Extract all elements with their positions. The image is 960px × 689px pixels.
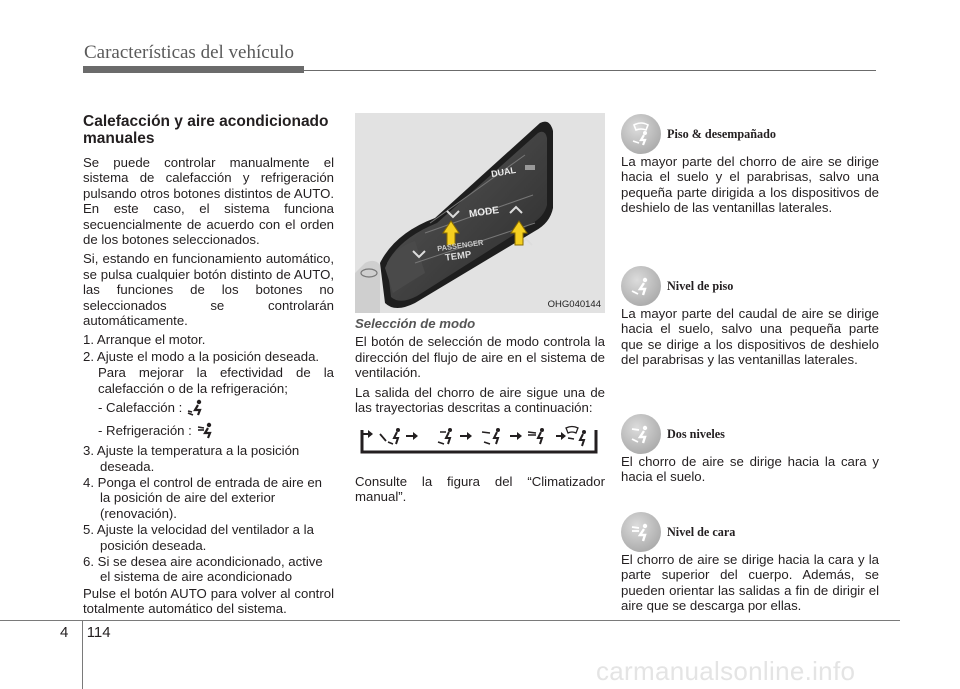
face-level-icon: [621, 512, 661, 552]
mode-sequence-diagram: [360, 424, 598, 456]
page-number: [60, 624, 111, 641]
mode-selection-heading: Selección de modo: [355, 316, 476, 331]
heating-line: [83, 397, 334, 419]
floor-defrost-icon: [380, 428, 400, 444]
column-left: [83, 113, 334, 621]
mode-paragraph-3: Consulte la figura del “Climatizador manual”.: [355, 474, 605, 505]
paragraph-intro: Se puede controlar manualmente el sistema de calefacción y refrigeración pulsando otros botones distintos de AUTO. En este caso, el sistema funciona secuencialmente de acuerdo con el orden de los botones seleccionados.: [83, 155, 334, 248]
cooling-line: [83, 420, 334, 442]
paragraph-auto: Si, estando en funcionamiento automático, se pulsa cualquier botón distinto de AUTO, las funciones de los botones no seleccionados se controlarán automáticamente.: [83, 251, 334, 329]
paragraph-auto-return: Pulse el botón AUTO para volver al control totalmente automático del sistema.: [83, 585, 334, 617]
watermark: carmanualsonline.info: [596, 656, 856, 686]
column-middle-bottom: [355, 474, 605, 509]
floor-level-icon: [621, 266, 661, 306]
mode-face-level: [621, 512, 879, 614]
mode-description: El chorro de aire se dirige hacia la cara y la parte superior del cuerpo. Además, se pueden orientar las salidas a fin de dirigir el aire que se descarga por ellas.: [621, 552, 879, 614]
mode-bi-level: [621, 414, 879, 485]
mode-floor-level: [621, 266, 879, 368]
mode-paragraph-1: El botón de selección de modo controla la dirección del flujo de aire en el sistema de ventilación.: [355, 334, 605, 381]
page-number-value: 114: [86, 624, 111, 641]
footer-rule: [0, 620, 900, 621]
bi-level-icon: [621, 414, 661, 454]
floor-defrost-icon: [621, 114, 661, 154]
step-1: 1. Arranque el motor.: [83, 332, 206, 348]
mode-floor-defrost: [621, 114, 879, 216]
steps-list: [83, 332, 334, 584]
floor-level-icon: [186, 399, 206, 417]
section-number: 4: [60, 624, 69, 641]
step-6: 6. Si se desea aire acondicionado, active el sistema de aire acondicionado: [83, 553, 323, 585]
mode-description: El chorro de aire se dirige hacia la cara y hacia el suelo.: [621, 454, 879, 485]
header-bar: [83, 66, 304, 73]
temp-label: TEMP: [444, 249, 473, 264]
mode-label: Dos niveles: [667, 426, 725, 441]
mode-label: Nivel de cara: [667, 524, 736, 539]
bi-level-icon: [482, 428, 500, 444]
mode-label: Piso & desempañado: [667, 126, 777, 141]
climate-control-figure: [355, 113, 605, 313]
mode-paragraph-2: La salida del chorro de aire sigue una de las trayectorias descritas a continuación:: [355, 384, 605, 416]
passenger-label: PASSENGER: [436, 237, 484, 254]
mode-description: La mayor parte del caudal de aire se dirige hacia el suelo, salvo una pequeña parte que se dirige a los dispositivos de deshielo del parabrisas y las ventanillas laterales.: [621, 306, 879, 368]
step-5: 5. Ajuste la velocidad del ventilador a la posición deseada.: [83, 522, 314, 553]
heating-label: - Calefacción :: [98, 400, 183, 416]
step-2: 2. Ajuste el modo a la posición deseada.: [83, 348, 320, 364]
column-middle: [355, 316, 605, 419]
page-header-title: Características del vehículo: [84, 42, 294, 63]
dual-label: DUAL: [490, 164, 517, 180]
face-level-icon: [528, 428, 544, 444]
step-3: 3. Ajuste la temperatura a la posición deseada.: [83, 443, 300, 474]
mode-description: La mayor parte del chorro de aire se dirige hacia el suelo y el parabrisas, salvo una pequeña parte dirigida a los dispositivos de deshielo de las ventanillas laterales.: [621, 154, 879, 216]
figure-code: OHG040144: [547, 299, 601, 310]
section-heading: Calefacción y aire acondicionado manuales: [83, 113, 329, 147]
face-level-icon: [196, 422, 216, 440]
header-rule: [304, 70, 876, 71]
cooling-label: - Refrigeración :: [98, 423, 192, 439]
floor-defrost-icon: [566, 427, 586, 447]
step-4: 4. Ponga el control de entrada de aire en la posición de aire del exterior (renovación).: [83, 474, 323, 521]
floor-level-icon: [438, 428, 452, 444]
mode-label: Nivel de piso: [667, 278, 734, 293]
mode-label: MODE: [468, 204, 500, 221]
step-2-note: Para mejorar la efectividad de la calefacción o de la refrigeración;: [98, 365, 334, 396]
